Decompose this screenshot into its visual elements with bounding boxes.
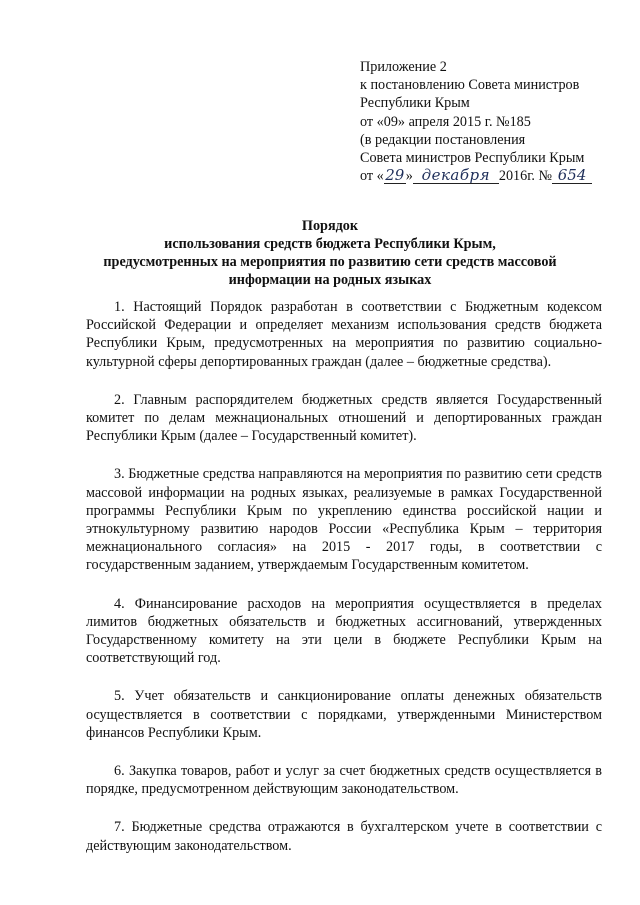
paragraph-4: 4. Финансирование расходов на мероприятия осуществляется в пределах лимитов бюджетных обязательств и бюджетных ассигнований, утвержденных Государственному комитету на эти цели в бюджете Республики Крым на соответствующий год. (86, 595, 602, 667)
paragraph-6: 6. Закупка товаров, работ и услуг за счет бюджетных средств осуществляется в порядке, предусмотренном действующим законодательством. (86, 763, 602, 798)
paragraph-7: 7. Бюджетные средства отражаются в бухгалтерском учете в соответствии с действующим законодательством. (86, 819, 602, 854)
appendix-amendment-date (360, 167, 630, 185)
appendix-line-4: от «09» апреля 2015 г. №185 (360, 113, 531, 130)
appendix-line-2: к постановлению Совета министров (360, 77, 580, 94)
appendix-line-1: Приложение 2 (360, 59, 447, 75)
document-body (86, 298, 602, 855)
title-line-2: использования средств бюджета Республики Крым, (164, 236, 496, 252)
date-year: 2016г. № (498, 168, 553, 185)
document-title (40, 217, 620, 289)
appendix-header (360, 58, 630, 185)
appendix-line-3: Республики Крым (360, 95, 470, 112)
handwritten-number: 654 (552, 167, 592, 184)
paragraph-2: 2. Главным распорядителем бюджетных средств является Государственный комитет по делам межнациональных отношений и депортированных граждан Республики Крым (далее – Государственный комитет). (86, 391, 602, 445)
date-separator: » (405, 168, 413, 185)
paragraph-3: 3. Бюджетные средства направляются на мероприятия по развитию сети средств массовой информации на родных языках, реализуемые в рамках Государственной программы Республики Крым по укреплению единства российской нации и этнокультурному развитию народов России «Республика Крым – территория межнационального согласия» на 2015 - 2017 годы, в соответствии с государственным заданием, утверждаемым Государственным комитетом. (86, 466, 602, 574)
appendix-line-5: (в редакции постановления (360, 131, 526, 148)
paragraph-1: 1. Настоящий Порядок разработан в соответствии с Бюджетным кодексом Российской Федерации и определяет механизм использования средств бюджета Республики Крым, предусмотренных на мероприятия по развитию социально-культурной сферы депортированных граждан (далее – бюджетные средства). (86, 299, 602, 370)
date-prefix: от « (360, 168, 384, 185)
title-line-3: предусмотренных на мероприятия по развитию сети средств массовой (103, 254, 557, 270)
title-line-1: Порядок (301, 218, 359, 234)
handwritten-month: декабря (413, 167, 499, 184)
title-line-4: информации на родных языках (228, 272, 432, 288)
paragraph-5: 5. Учет обязательств и санкционирование оплаты денежных обязательств осуществляется в соответствии с порядками, утвержденными Министерством финансов Республики Крым. (86, 688, 602, 741)
handwritten-day: 29 (385, 166, 405, 185)
appendix-line-6: Совета министров Республики Крым (360, 150, 585, 167)
